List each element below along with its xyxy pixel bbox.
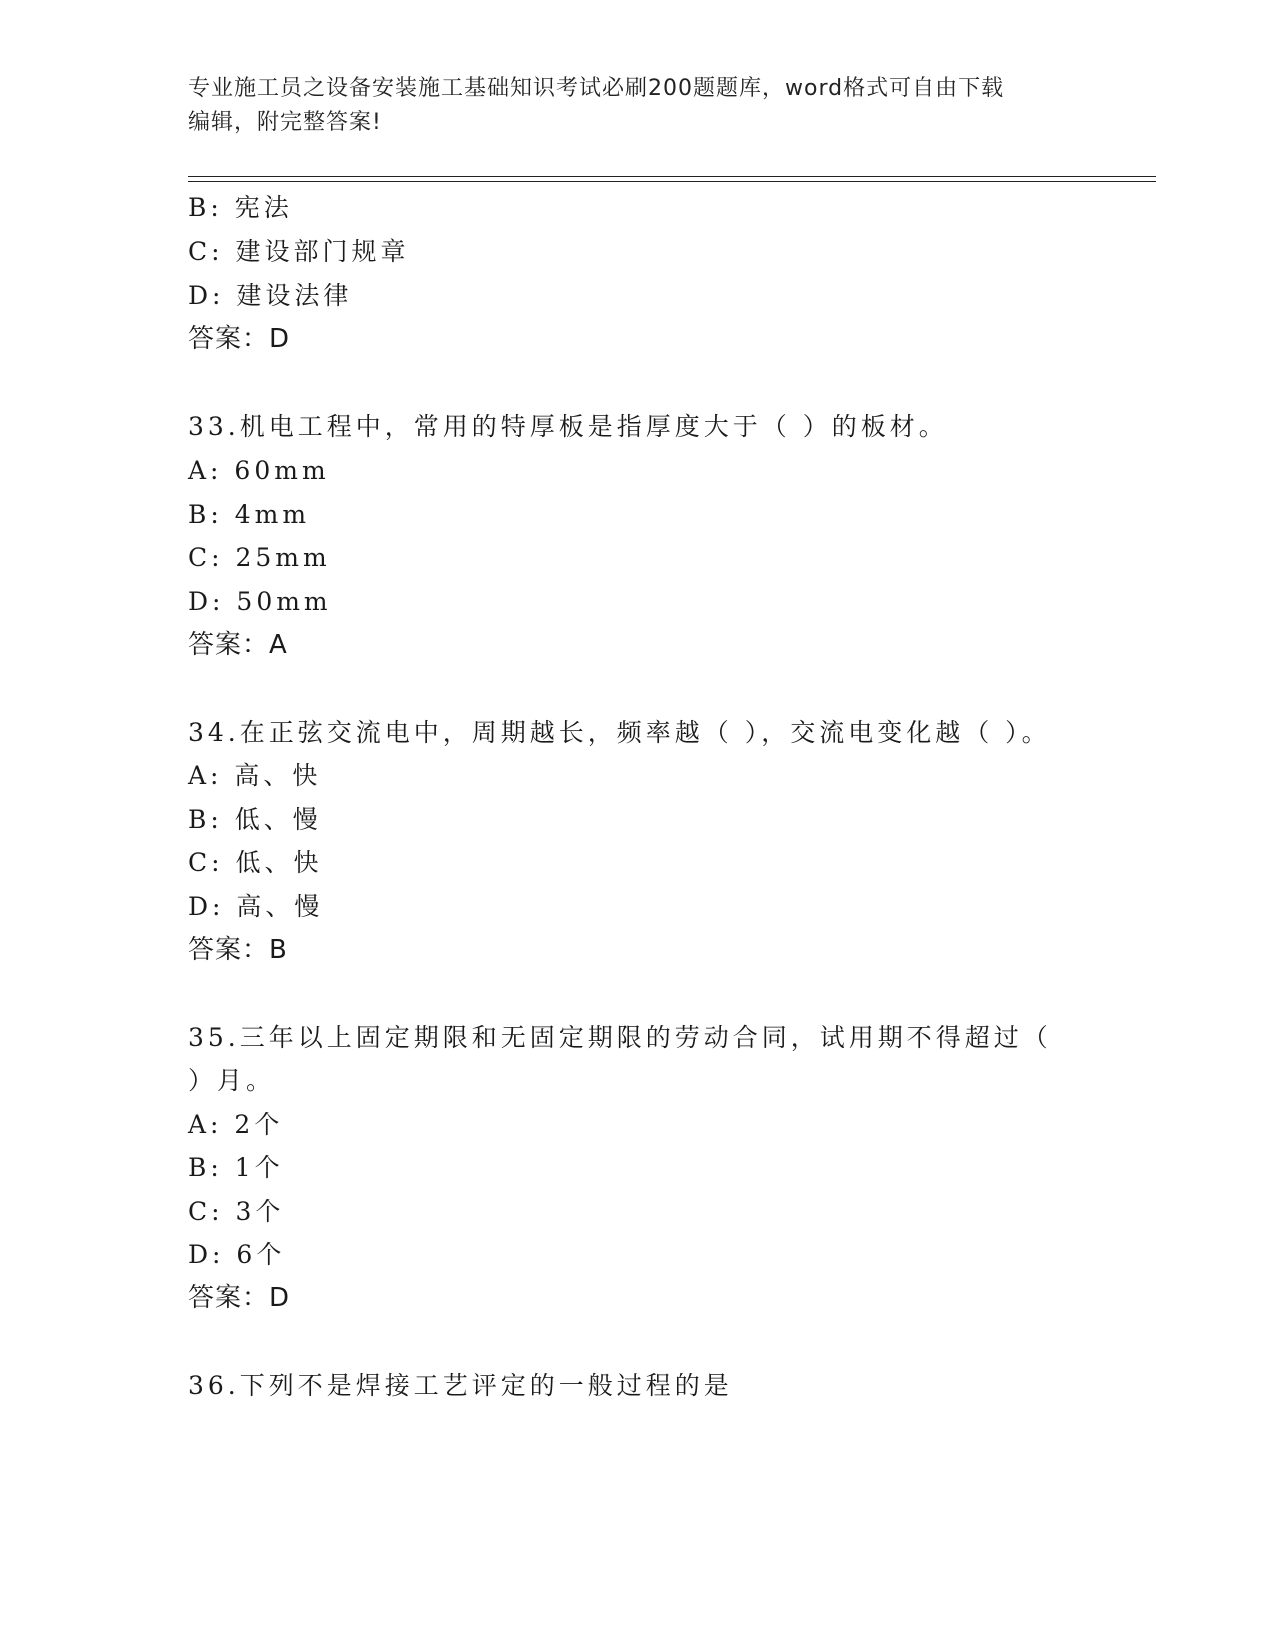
document-header (188, 72, 1088, 140)
q35-answer: 答案：D (188, 1283, 291, 1313)
q35-option-d: D: 6个 (188, 1240, 286, 1269)
q34-option-d: D: 高、慢 (188, 892, 324, 921)
q34-answer: 答案：B (188, 935, 288, 965)
q36-stem: 36.下列不是焊接工艺评定的一般过程的是 (188, 1371, 733, 1400)
header-title-line-1: 专业施工员之设备安装施工基础知识考试必刷200题题库，word格式可自由下载 (188, 76, 1005, 101)
header-divider-bottom (188, 181, 1156, 182)
q33-option-c: C: 25mm (188, 543, 331, 572)
q33-option-a: A: 60mm (188, 456, 330, 485)
prev-option-b: B: 宪法 (188, 193, 293, 222)
prev-option-d: D: 建设法律 (188, 281, 353, 310)
q35-option-c: C: 3个 (188, 1197, 285, 1226)
q33-option-d: D: 50mm (188, 587, 332, 616)
q34-option-a: A: 高、快 (188, 761, 322, 790)
q35-stem-line-2: ）月。 (188, 1066, 276, 1095)
q33-option-b: B: 4mm (188, 500, 311, 529)
q33-stem: 33.机电工程中，常用的特厚板是指厚度大于（ ）的板材。 (188, 412, 948, 441)
header-divider-top (188, 176, 1156, 177)
q34-stem: 34.在正弦交流电中，周期越长，频率越（ ），交流电变化越（ ）。 (188, 718, 1051, 747)
q35-option-a: A: 2个 (188, 1110, 284, 1139)
q35-stem-line-1: 35.三年以上固定期限和无固定期限的劳动合同，试用期不得超过（ (188, 1023, 1052, 1052)
q34-option-c: C: 低、快 (188, 848, 323, 877)
q33-answer: 答案：A (188, 630, 288, 660)
q35-option-b: B: 1个 (188, 1153, 284, 1182)
header-title-line-2: 编辑，附完整答案! (188, 110, 382, 135)
prev-answer: 答案：D (188, 324, 291, 354)
prev-option-c: C: 建设部门规章 (188, 237, 410, 266)
q34-option-b: B: 低、慢 (188, 805, 322, 834)
